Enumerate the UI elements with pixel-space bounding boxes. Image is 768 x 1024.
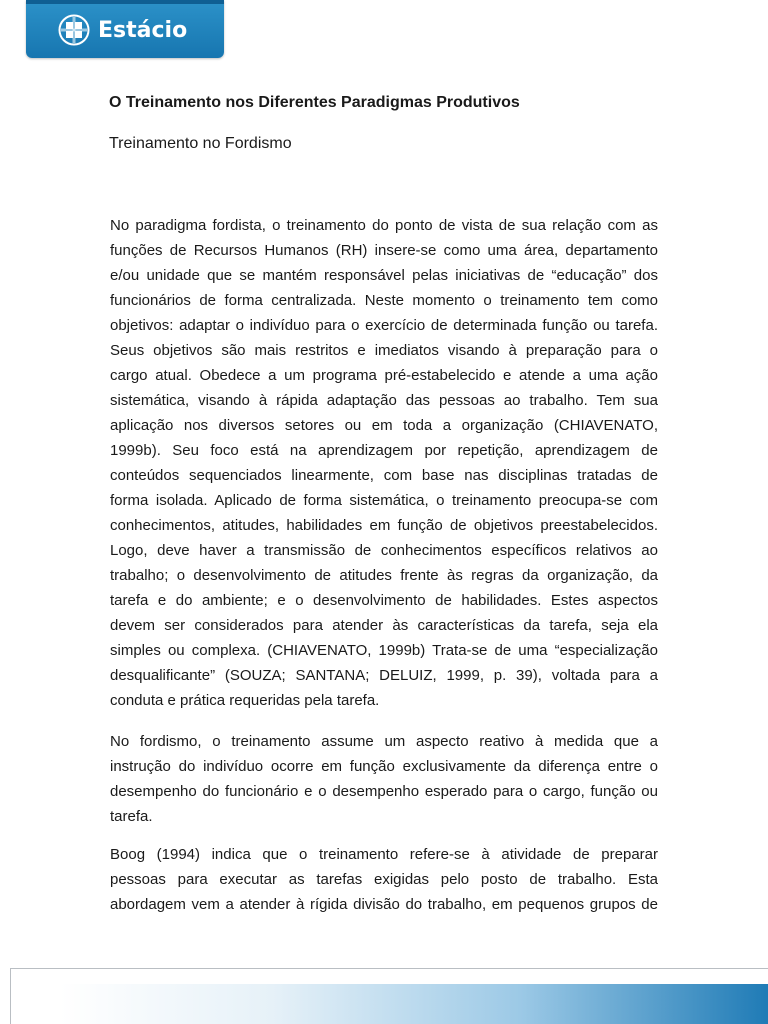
paragraph-line: tarefa e do ambiente; e o desenvolvimento de habilidades. Estes aspectos: [110, 592, 658, 609]
document-subtitle: Treinamento no Fordismo: [109, 135, 292, 152]
paragraph-line: conhecimentos, atitudes, habilidades em função de objetivos preestabelecidos.: [110, 517, 658, 534]
paragraph-line: forma isolada. Aplicado de forma sistemática, o treinamento preocupa-se com: [110, 492, 658, 509]
paragraph-line: desqualificante” (SOUZA; SANTANA; DELUIZ, 1999, p. 39), voltada para a: [110, 667, 658, 684]
paragraph-line: abordagem vem a atender à rígida divisão do trabalho, em pequenos grupos de: [110, 896, 658, 913]
document-title: O Treinamento nos Diferentes Paradigmas Produtivos: [109, 94, 520, 111]
paragraph-line: funcionários de forma centralizada. Neste momento o treinamento tem como: [110, 292, 658, 309]
paragraph-line: aplicação nos diversos setores ou em toda a organização (CHIAVENATO,: [110, 417, 658, 434]
paragraph-line: 1999b). Seu foco está na aprendizagem por repetição, aprendizagem de: [110, 442, 658, 459]
paragraph-line: No paradigma fordista, o treinamento do ponto de vista de sua relação com as: [110, 217, 658, 234]
header-tab: [26, 0, 224, 58]
paragraph-line: devem ser considerados para atender às características da tarefa, seja ela: [110, 617, 658, 634]
paragraph-line: No fordismo, o treinamento assume um aspecto reativo à medida que a: [110, 733, 658, 750]
paragraph-line: desempenho do funcionário e o desempenho esperado para o cargo, função ou: [110, 783, 658, 800]
brand-logo-icon: [58, 14, 90, 46]
paragraph-line: conteúdos sequenciados linearmente, com base nas disciplinas tratadas de: [110, 467, 658, 484]
footer-edge: [10, 968, 11, 1024]
paragraph-line: simples ou complexa. (CHIAVENATO, 1999b) Trata-se de uma “especialização: [110, 642, 658, 659]
paragraph-line: funções de Recursos Humanos (RH) insere-se como uma área, departamento: [110, 242, 658, 259]
paragraph-line: conduta e prática requeridas pela tarefa.: [110, 692, 380, 709]
paragraph-line: objetivos: adaptar o indivíduo para o exercício de determinada função ou tarefa.: [110, 317, 658, 334]
paragraph-line: trabalho; o desenvolvimento de atitudes frente às regras da organização, da: [110, 567, 658, 584]
paragraph-line: Seus objetivos são mais restritos e imediatos visando à preparação para o: [110, 342, 658, 359]
paragraph-line: cargo atual. Obedece a um programa pré-estabelecido e atende a uma ação: [110, 367, 658, 384]
brand-name: Estácio: [98, 18, 188, 43]
footer-gradient-band: [60, 984, 768, 1024]
paragraph-line: e/ou unidade que se mantém responsável pelas iniciativas de “educação” dos: [110, 267, 658, 284]
paragraph-line: instrução do indivíduo ocorre em função exclusivamente da diferença entre o: [110, 758, 658, 775]
footer-rule: [10, 968, 768, 969]
paragraph-line: Boog (1994) indica que o treinamento refere-se à atividade de preparar: [110, 846, 658, 863]
paragraph-line: sistemática, visando à rápida adaptação das pessoas ao trabalho. Tem sua: [110, 392, 658, 409]
paragraph-line: tarefa.: [110, 808, 153, 825]
paragraph-line: Logo, deve haver a transmissão de conhecimentos específicos relativos ao: [110, 542, 658, 559]
paragraph-line: pessoas para executar as tarefas exigidas pelo posto de trabalho. Esta: [110, 871, 658, 888]
